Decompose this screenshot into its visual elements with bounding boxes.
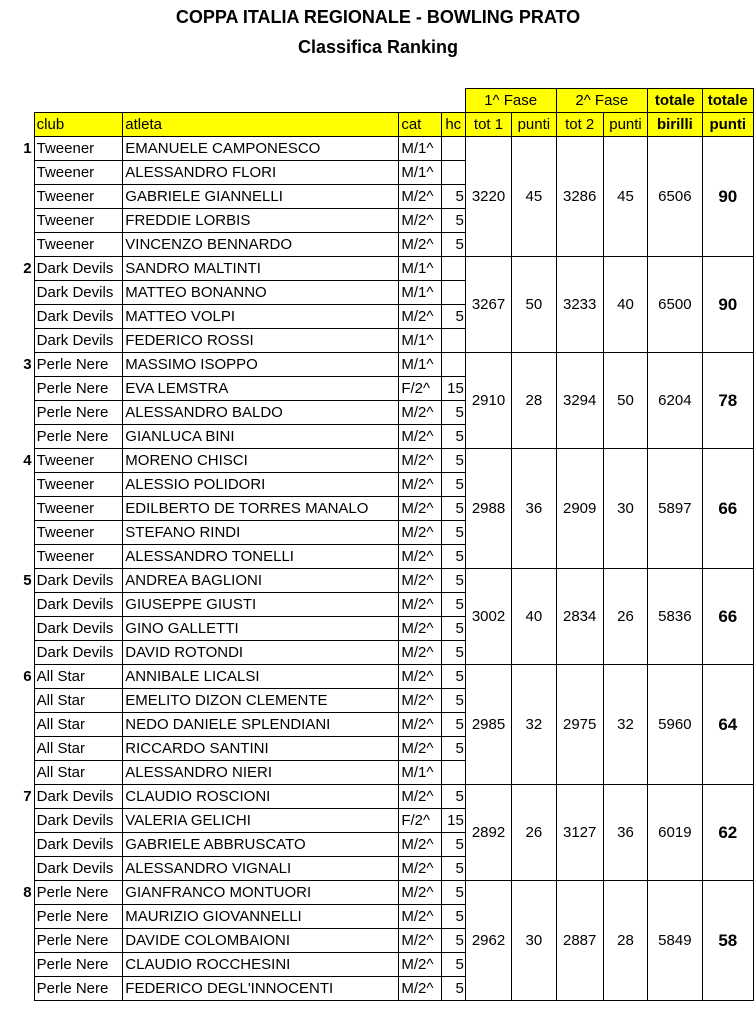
punti1-cell: 28 — [512, 353, 556, 449]
tot1-cell: 3002 — [465, 569, 511, 665]
hc-cell: 5 — [441, 497, 465, 521]
tot1-cell: 2892 — [465, 785, 511, 881]
club-cell: Tweener — [34, 233, 123, 257]
atleta-cell: MORENO CHISCI — [123, 449, 399, 473]
table-row — [14, 881, 754, 905]
hc-cell: 5 — [441, 785, 465, 809]
club-cell: Perle Nere — [34, 929, 123, 953]
cat-cell: M/1^ — [399, 353, 441, 377]
table-row — [14, 665, 754, 689]
club-cell: Dark Devils — [34, 857, 123, 881]
cat-cell: M/1^ — [399, 761, 441, 785]
rank-spacer — [14, 689, 34, 713]
hc-cell: 5 — [441, 521, 465, 545]
cat-cell: F/2^ — [399, 809, 441, 833]
rank-spacer — [14, 425, 34, 449]
hc-cell: 5 — [441, 641, 465, 665]
tot2-cell: 2887 — [556, 881, 603, 1001]
cat-cell: M/2^ — [399, 401, 441, 425]
atleta-cell: GIANLUCA BINI — [123, 425, 399, 449]
birilli-cell: 6500 — [648, 257, 702, 353]
club-cell: All Star — [34, 665, 123, 689]
club-cell: Dark Devils — [34, 833, 123, 857]
totale-punti-cell: 64 — [702, 665, 753, 785]
atleta-cell: GIUSEPPE GIUSTI — [123, 593, 399, 617]
header-row-phases — [14, 89, 754, 113]
hc-cell: 5 — [441, 593, 465, 617]
header-cat: cat — [399, 113, 441, 137]
atleta-cell: GABRIELE ABBRUSCATO — [123, 833, 399, 857]
rank-spacer — [14, 473, 34, 497]
atleta-cell: ALESSANDRO FLORI — [123, 161, 399, 185]
hc-cell: 5 — [441, 473, 465, 497]
rank-spacer — [14, 545, 34, 569]
punti2-cell: 45 — [603, 137, 647, 257]
header-tot1: tot 1 — [465, 113, 511, 137]
club-cell: Tweener — [34, 449, 123, 473]
tot1-cell: 3220 — [465, 137, 511, 257]
hc-cell: 5 — [441, 905, 465, 929]
table-row — [14, 449, 754, 473]
rank-spacer — [14, 737, 34, 761]
totale-punti-cell: 78 — [702, 353, 753, 449]
atleta-cell: NEDO DANIELE SPLENDIANI — [123, 713, 399, 737]
club-cell: Tweener — [34, 209, 123, 233]
club-cell: Tweener — [34, 521, 123, 545]
atleta-cell: ANDREA BAGLIONI — [123, 569, 399, 593]
tot2-cell: 2909 — [556, 449, 603, 569]
birilli-cell: 5849 — [648, 881, 702, 1001]
table-row — [14, 353, 754, 377]
club-cell: Dark Devils — [34, 617, 123, 641]
atleta-cell: DAVID ROTONDI — [123, 641, 399, 665]
birilli-cell: 6019 — [648, 785, 702, 881]
header-row-columns — [14, 113, 754, 137]
tot2-cell: 3286 — [556, 137, 603, 257]
cat-cell: M/2^ — [399, 617, 441, 641]
club-cell: Perle Nere — [34, 377, 123, 401]
hc-cell: 5 — [441, 425, 465, 449]
atleta-cell: FEDERICO ROSSI — [123, 329, 399, 353]
hc-cell: 5 — [441, 305, 465, 329]
cat-cell: M/1^ — [399, 257, 441, 281]
hc-cell — [441, 161, 465, 185]
cat-cell: M/2^ — [399, 521, 441, 545]
cat-cell: M/2^ — [399, 665, 441, 689]
totale-punti-cell: 66 — [702, 449, 753, 569]
club-cell: Dark Devils — [34, 569, 123, 593]
atleta-cell: EMELITO DIZON CLEMENTE — [123, 689, 399, 713]
cat-cell: M/2^ — [399, 689, 441, 713]
page-subtitle: Classifica Ranking — [297, 37, 459, 57]
birilli-cell: 6506 — [648, 137, 702, 257]
hc-cell: 5 — [441, 689, 465, 713]
hc-cell — [441, 137, 465, 161]
rank-spacer — [14, 761, 34, 785]
club-cell: Dark Devils — [34, 785, 123, 809]
hc-cell: 5 — [441, 209, 465, 233]
club-cell: Perle Nere — [34, 881, 123, 905]
club-cell: Dark Devils — [34, 257, 123, 281]
rank-spacer — [14, 305, 34, 329]
cat-cell: M/2^ — [399, 881, 441, 905]
punti2-cell: 30 — [603, 449, 647, 569]
rank-spacer — [14, 281, 34, 305]
cat-cell: M/2^ — [399, 713, 441, 737]
cat-cell: M/1^ — [399, 329, 441, 353]
atleta-cell: ALESSANDRO TONELLI — [123, 545, 399, 569]
punti2-cell: 36 — [603, 785, 647, 881]
rank-spacer — [14, 929, 34, 953]
atleta-cell: STEFANO RINDI — [123, 521, 399, 545]
club-cell: Dark Devils — [34, 809, 123, 833]
table-row — [14, 257, 754, 281]
tot1-cell: 2988 — [465, 449, 511, 569]
hc-cell: 15 — [441, 377, 465, 401]
table-row — [14, 785, 754, 809]
ranking-table — [14, 88, 754, 1001]
atleta-cell: RICCARDO SANTINI — [123, 737, 399, 761]
cat-cell: M/2^ — [399, 833, 441, 857]
cat-cell: M/1^ — [399, 161, 441, 185]
atleta-cell: FEDERICO DEGL'INNOCENTI — [123, 977, 399, 1001]
punti2-cell: 50 — [603, 353, 647, 449]
hc-cell: 5 — [441, 185, 465, 209]
atleta-cell: GIANFRANCO MONTUORI — [123, 881, 399, 905]
rank-spacer — [14, 233, 34, 257]
club-cell: Perle Nere — [34, 905, 123, 929]
club-cell: Perle Nere — [34, 953, 123, 977]
atleta-cell: ANNIBALE LICALSI — [123, 665, 399, 689]
rank-spacer — [14, 977, 34, 1001]
tot1-cell: 2910 — [465, 353, 511, 449]
birilli-cell: 5836 — [648, 569, 702, 665]
punti2-cell: 40 — [603, 257, 647, 353]
hc-cell: 5 — [441, 881, 465, 905]
page-title: COPPA ITALIA REGIONALE - BOWLING PRATO — [175, 7, 581, 27]
header-fase1: 1^ Fase — [465, 89, 556, 113]
hc-cell — [441, 329, 465, 353]
atleta-cell: FREDDIE LORBIS — [123, 209, 399, 233]
cat-cell: M/1^ — [399, 137, 441, 161]
header-birilli: birilli — [648, 113, 702, 137]
rank-spacer — [14, 185, 34, 209]
header-hc: hc — [441, 113, 465, 137]
hc-cell: 5 — [441, 401, 465, 425]
tot2-cell: 3127 — [556, 785, 603, 881]
punti2-cell: 32 — [603, 665, 647, 785]
header-tot2: tot 2 — [556, 113, 603, 137]
club-cell: Tweener — [34, 161, 123, 185]
hc-cell — [441, 761, 465, 785]
club-cell: Perle Nere — [34, 401, 123, 425]
rank-spacer — [14, 953, 34, 977]
rank-spacer — [14, 617, 34, 641]
cat-cell: M/2^ — [399, 785, 441, 809]
cat-cell: M/1^ — [399, 281, 441, 305]
hc-cell: 5 — [441, 449, 465, 473]
club-cell: Perle Nere — [34, 353, 123, 377]
table-row — [14, 137, 754, 161]
club-cell: Dark Devils — [34, 593, 123, 617]
totale-punti-cell: 62 — [702, 785, 753, 881]
rank-spacer — [14, 209, 34, 233]
club-cell: Tweener — [34, 473, 123, 497]
atleta-cell: EMANUELE CAMPONESCO — [123, 137, 399, 161]
hc-cell: 5 — [441, 617, 465, 641]
punti2-cell: 28 — [603, 881, 647, 1001]
atleta-cell: ALESSANDRO NIERI — [123, 761, 399, 785]
club-cell: Dark Devils — [34, 281, 123, 305]
cat-cell: M/2^ — [399, 905, 441, 929]
hc-cell: 5 — [441, 713, 465, 737]
birilli-cell: 6204 — [648, 353, 702, 449]
atleta-cell: ALESSANDRO VIGNALI — [123, 857, 399, 881]
cat-cell: M/2^ — [399, 545, 441, 569]
cat-cell: M/2^ — [399, 953, 441, 977]
atleta-cell: GABRIELE GIANNELLI — [123, 185, 399, 209]
rank-number: 3 — [23, 355, 32, 373]
atleta-cell: DAVIDE COLOMBAIONI — [123, 929, 399, 953]
totale-punti-cell: 90 — [702, 137, 753, 257]
atleta-cell: CLAUDIO ROSCIONI — [123, 785, 399, 809]
cat-cell: M/2^ — [399, 737, 441, 761]
hc-cell: 5 — [441, 545, 465, 569]
hc-cell: 5 — [441, 233, 465, 257]
rank-number: 6 — [23, 667, 32, 685]
rank-spacer — [14, 161, 34, 185]
atleta-cell: SANDRO MALTINTI — [123, 257, 399, 281]
club-cell: Tweener — [34, 497, 123, 521]
rank-spacer — [14, 713, 34, 737]
header-atleta: atleta — [123, 113, 399, 137]
hc-cell: 5 — [441, 833, 465, 857]
atleta-cell: MAURIZIO GIOVANNELLI — [123, 905, 399, 929]
cat-cell: M/2^ — [399, 449, 441, 473]
atleta-cell: VALERIA GELICHI — [123, 809, 399, 833]
atleta-cell: GINO GALLETTI — [123, 617, 399, 641]
header-club: club — [34, 113, 123, 137]
punti1-cell: 26 — [512, 785, 556, 881]
cat-cell: M/2^ — [399, 233, 441, 257]
cat-cell: M/2^ — [399, 185, 441, 209]
atleta-cell: MASSIMO ISOPPO — [123, 353, 399, 377]
rank-spacer — [14, 905, 34, 929]
tot2-cell: 3294 — [556, 353, 603, 449]
hc-cell — [441, 281, 465, 305]
hc-cell: 15 — [441, 809, 465, 833]
hc-cell: 5 — [441, 569, 465, 593]
atleta-cell: ALESSIO POLIDORI — [123, 473, 399, 497]
punti1-cell: 45 — [512, 137, 556, 257]
cat-cell: M/2^ — [399, 425, 441, 449]
hc-cell: 5 — [441, 857, 465, 881]
rank-number: 7 — [23, 787, 32, 805]
atleta-cell: MATTEO BONANNO — [123, 281, 399, 305]
rank-number: 1 — [23, 139, 32, 157]
hc-cell: 5 — [441, 737, 465, 761]
rank-spacer — [14, 857, 34, 881]
hc-cell: 5 — [441, 665, 465, 689]
header-punti: punti — [702, 113, 753, 137]
tot1-cell: 3267 — [465, 257, 511, 353]
club-cell: All Star — [34, 761, 123, 785]
rank-spacer — [14, 521, 34, 545]
tot1-cell: 2985 — [465, 665, 511, 785]
rank-spacer — [14, 809, 34, 833]
hc-cell: 5 — [441, 953, 465, 977]
header-totale-birilli-top: totale — [648, 89, 702, 113]
rank-spacer — [14, 377, 34, 401]
punti1-cell: 50 — [512, 257, 556, 353]
club-cell: Dark Devils — [34, 329, 123, 353]
atleta-cell: EDILBERTO DE TORRES MANALO — [123, 497, 399, 521]
punti1-cell: 36 — [512, 449, 556, 569]
rank-spacer — [14, 497, 34, 521]
header-fase2: 2^ Fase — [556, 89, 648, 113]
club-cell: All Star — [34, 689, 123, 713]
atleta-cell: CLAUDIO ROCCHESINI — [123, 953, 399, 977]
tot2-cell: 2834 — [556, 569, 603, 665]
tot2-cell: 3233 — [556, 257, 603, 353]
rank-spacer — [14, 329, 34, 353]
cat-cell: M/2^ — [399, 209, 441, 233]
totale-punti-cell: 90 — [702, 257, 753, 353]
totale-punti-cell: 66 — [702, 569, 753, 665]
cat-cell: M/2^ — [399, 977, 441, 1001]
table-row — [14, 569, 754, 593]
punti1-cell: 32 — [512, 665, 556, 785]
cat-cell: M/2^ — [399, 857, 441, 881]
tot2-cell: 2975 — [556, 665, 603, 785]
rank-number: 8 — [23, 883, 32, 901]
hc-cell — [441, 353, 465, 377]
atleta-cell: MATTEO VOLPI — [123, 305, 399, 329]
cat-cell: M/2^ — [399, 641, 441, 665]
punti1-cell: 40 — [512, 569, 556, 665]
cat-cell: F/2^ — [399, 377, 441, 401]
punti2-cell: 26 — [603, 569, 647, 665]
rank-number: 2 — [23, 259, 32, 277]
club-cell: Perle Nere — [34, 425, 123, 449]
header-punti2: punti — [603, 113, 647, 137]
cat-cell: M/2^ — [399, 305, 441, 329]
club-cell: All Star — [34, 737, 123, 761]
tot1-cell: 2962 — [465, 881, 511, 1001]
hc-cell: 5 — [441, 929, 465, 953]
header-punti1: punti — [512, 113, 556, 137]
punti1-cell: 30 — [512, 881, 556, 1001]
club-cell: Tweener — [34, 137, 123, 161]
club-cell: Tweener — [34, 545, 123, 569]
hc-cell: 5 — [441, 977, 465, 1001]
atleta-cell: EVA LEMSTRA — [123, 377, 399, 401]
rank-spacer — [14, 641, 34, 665]
atleta-cell: VINCENZO BENNARDO — [123, 233, 399, 257]
header-totale-punti-top: totale — [702, 89, 753, 113]
totale-punti-cell: 58 — [702, 881, 753, 1001]
rank-number: 5 — [23, 571, 32, 589]
rank-spacer — [14, 401, 34, 425]
cat-cell: M/2^ — [399, 497, 441, 521]
club-cell: Perle Nere — [34, 977, 123, 1001]
cat-cell: M/2^ — [399, 929, 441, 953]
rank-number: 4 — [23, 451, 32, 469]
club-cell: All Star — [34, 713, 123, 737]
cat-cell: M/2^ — [399, 473, 441, 497]
rank-spacer — [14, 593, 34, 617]
hc-cell — [441, 257, 465, 281]
club-cell: Dark Devils — [34, 305, 123, 329]
birilli-cell: 5960 — [648, 665, 702, 785]
cat-cell: M/2^ — [399, 569, 441, 593]
club-cell: Dark Devils — [34, 641, 123, 665]
cat-cell: M/2^ — [399, 593, 441, 617]
club-cell: Tweener — [34, 185, 123, 209]
birilli-cell: 5897 — [648, 449, 702, 569]
rank-spacer — [14, 833, 34, 857]
atleta-cell: ALESSANDRO BALDO — [123, 401, 399, 425]
